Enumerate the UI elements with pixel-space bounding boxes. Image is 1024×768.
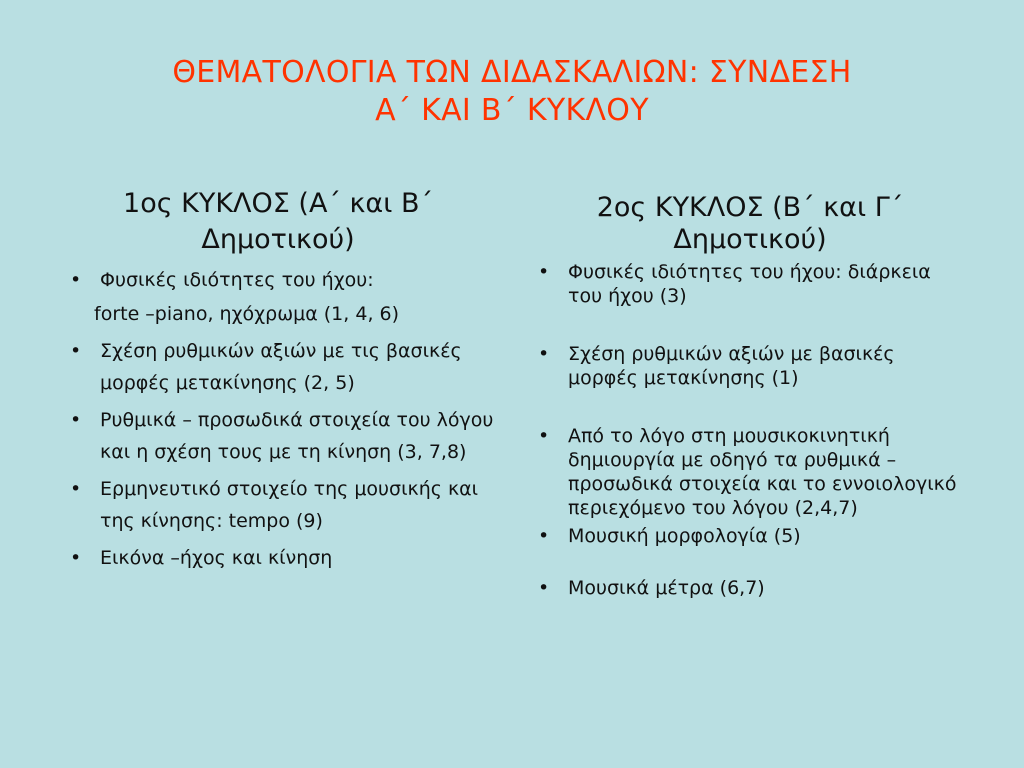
bullet-icon: • (70, 478, 82, 500)
bullet-icon: • (70, 409, 82, 431)
list-item-text: Μουσική μορφολογία (5) (568, 525, 801, 547)
bullet-icon: • (70, 340, 82, 362)
list-item (530, 576, 970, 600)
list-item-text: Εικόνα –ήχος και κίνηση (100, 547, 333, 569)
right-heading-line-2: Δημοτικού) (673, 224, 827, 255)
list-item (58, 473, 498, 537)
slide-title (40, 54, 984, 130)
list-item-text: Από το λόγο στη μουσικοκινητική δημιουργία με οδηγό τα ρυθμικά – προσωδικά στοιχεία και το εννοιολογικό περιεχόμενο του λόγου (2,4,7) (568, 425, 957, 519)
list-item-text: Μουσικά μέτρα (6,7) (568, 577, 765, 599)
list-item (530, 424, 970, 520)
list-item (530, 342, 970, 390)
list-item (58, 542, 498, 574)
bullet-icon: • (538, 425, 550, 447)
list-item (58, 404, 498, 468)
slide-title-line-2: Α΄ ΚΑΙ Β΄ ΚΥΚΛΟΥ (375, 93, 649, 128)
right-column-heading (530, 192, 970, 256)
list-item (530, 260, 970, 308)
bullet-icon: • (538, 577, 550, 599)
right-column (530, 192, 970, 600)
bullet-icon: • (70, 269, 82, 291)
slide-title-line-1: ΘΕΜΑΤΟΛΟΓΙΑ ΤΩΝ ΔΙΔΑΣΚΑΛΙΩΝ: ΣΥΝΔΕΣΗ (172, 55, 852, 90)
list-item (58, 264, 498, 296)
list-item-continuation (58, 298, 498, 330)
right-heading-line-1: 2ος ΚΥΚΛΟΣ (Β΄ και Γ΄ (596, 192, 904, 223)
left-column (58, 186, 498, 579)
list-item-text: Ρυθμικά – προσωδικά στοιχεία του λόγου και η σχέση τους με τη κίνηση (3, 7,8) (100, 409, 494, 463)
list-item-text: Σχέση ρυθμικών αξιών με βασικές μορφές μετακίνησης (1) (568, 343, 895, 389)
left-column-heading (58, 186, 498, 258)
list-item (530, 524, 970, 548)
bullet-icon: • (538, 261, 550, 283)
list-item (58, 335, 498, 399)
bullet-icon: • (538, 525, 550, 547)
list-item-text: Ερμηνευτικό στοιχείο της μουσικής και της κίνησης: tempo (9) (100, 478, 479, 532)
left-heading-line-1: 1ος ΚΥΚΛΟΣ (Α΄ και Β΄ (123, 188, 433, 219)
list-item-text: forte –piano, ηχόχρωμα (1, 4, 6) (94, 303, 400, 325)
list-item-text: Φυσικές ιδιότητες του ήχου: (100, 269, 374, 291)
left-heading-line-2: Δημοτικού) (201, 224, 355, 255)
left-topic-list (58, 264, 498, 574)
list-item-text: Φυσικές ιδιότητες του ήχου: διάρκεια του ήχου (3) (568, 261, 931, 307)
bullet-icon: • (538, 343, 550, 365)
right-topic-list (530, 260, 970, 600)
list-item-text: Σχέση ρυθμικών αξιών με τις βασικές μορφές μετακίνησης (2, 5) (100, 340, 462, 394)
bullet-icon: • (70, 547, 82, 569)
